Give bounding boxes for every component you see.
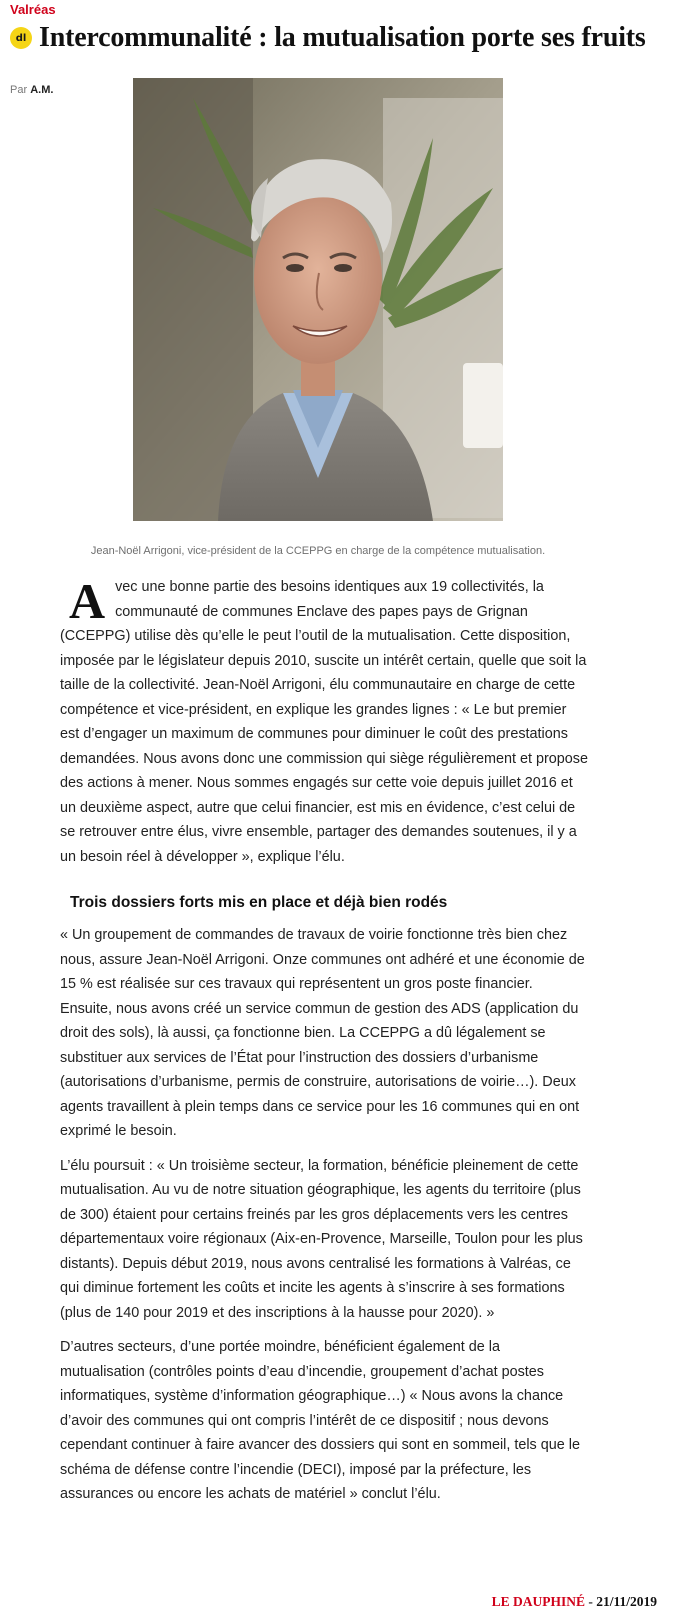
publication-footer [492,1594,657,1610]
lead-paragraph [60,575,588,869]
body-paragraph-2: L’élu poursuit : « Un troisième secteur, la formation, bénéficie pleinement de cette mutualisation. Au vu de notre situation géographique, les agents du territoire (plus de 300) étaient pour certains freinés par les gros déplacements vers les centres départementaux voire régionaux (Aix-en-Provence, Marseille, Toulon pour les plus distants). Depuis début 2019, nous avons centralisé les formations à Valréas, ce qui diminue fortement les coûts et incite les agents à s’inscrire à ses formations (plus de 140 pour 2019 et des inscriptions à la hausse pour 2020). » [60,1157,583,1321]
article-title: Intercommunalité : la mutualisation porte ses fruits [39,22,646,53]
article-body [60,575,588,1517]
article-subhead: Trois dossiers forts mis en place et déjà bien rodés [70,894,448,911]
publication-date: 21/11/2019 [596,1594,657,1609]
dl-logo-badge: dl [10,27,32,49]
byline-prefix: Par [10,84,28,96]
footer-separator: - [584,1594,597,1609]
publication-name: LE DAUPHINÉ [491,1594,585,1609]
lead-text: vec une bonne partie des besoins identiques aux 19 collectivités, la communauté de communes Enclave des papes pays de Grignan (CCEPPG) utilise dès qu’elle le peut l’outil de la mutualisation. Cette disposition, imposée par le législateur depuis 2010, suscite un intérêt certain, quelle que soit la taille de la collectivité. Jean-Noël Arrigoni, élu communautaire en charge de cette compétence et vice-président, en explique les grandes lignes : « Le but premier est d’engager un maximum de communes pour diminuer le coût des prestations demandées. Nous avons donc une commission qui siège régulièrement et propose des actions à mener. Nous sommes engagés sur cette voie depuis juillet 2016 et un deuxième aspect, autre que celui financier, est mis en évidence, c’est celui de se retrouver entre élus, vivre ensemble, partager des demandes soutenues, il y a un besoin réel à développer », explique l’élu. [60,579,588,865]
byline [10,84,53,96]
article-photo[interactable] [133,78,503,521]
body-paragraph-3: D’autres secteurs, d’une portée moindre, bénéficient également de la mutualisation (contrôles points d’eau d’incendie, groupement d’achat postes informatiques, système d’information géographique…) « Nous avons la chance d’avoir des communes qui ont compris l’intérêt de ce dispositif ; nous devons cependant continuer à faire avancer des dossiers qui sont en sommeil, tels que le schéma de défense contre l’incendie (DECI), imposé par la préfecture, les assurances ou encore les achats de matériel » conclut l’élu. [60,1339,580,1502]
portrait-illustration [133,78,503,521]
drop-cap: A [69,573,106,629]
section-label[interactable]: Valréas [10,2,56,17]
headline-row [10,22,646,54]
photo-caption: Jean-Noël Arrigoni, vice-président de la CCEPPG en charge de la compétence mutualisation. [90,545,546,557]
byline-author[interactable]: A.M. [30,84,54,96]
body-paragraph-1: « Un groupement de commandes de travaux de voirie fonctionne très bien chez nous, assure Jean-Noël Arrigoni. Onze communes ont adhéré et une économie de 15 % est réalisée sur ces travaux qui représentent un gros poste financier. Ensuite, nous avons créé un service commun de gestion des ADS (application du droit des sols), là aussi, ça fonctionne bien. La CCEPPG a dû légalement se substituer aux services de l’État pour l’instruction des dossiers d’urbanisme (autorisations d’urbanisme, permis de construire, autorisations de voirie…). Deux agents travaillent à plein temps dans ce service pour les 16 communes qui en ont exprimé le besoin. [60,927,585,1139]
